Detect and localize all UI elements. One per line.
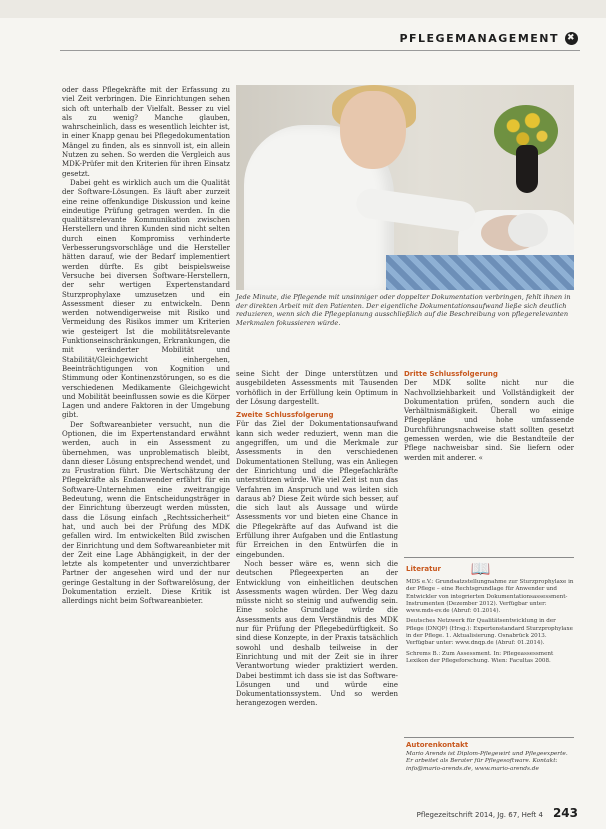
section-heading: Zweite Schlussfolgerung (236, 411, 334, 420)
patient-hair (508, 213, 548, 247)
journal-citation: Pflegezeitschrift 2014, Jg. 67, Heft 4 (416, 811, 543, 819)
vase-image (516, 145, 538, 193)
author-text: Mario Arends ist Diplom-Pflegewirt und Pflegeexperte. Er arbeitet als Berater für Pflegesoftware. Kontakt: info@mario-arends.de, www.mario-arends.de (406, 751, 568, 772)
column-left (62, 86, 230, 798)
photo-caption: Jede Minute, die Pflegende mit unsinniger oder doppelter Dokumentation verbringen, fehlt ihnen in der direkten Arbeit mit den Patienten. Der eigentliche Dokumentationsaufwand ließe sich deutlich reduzieren, wenn sich die Pflegeplanung ausschließlich auf die Beschreibung von pflegerelevanten Merkmalen fokussieren würde. (236, 293, 571, 327)
column-right (404, 370, 574, 550)
literature-entry: MDS e.V.: Grundsatzstellungnahme zur Sturzprophylaxe in der Pflege – eine Rechtsgrundlage für Anwender und Entwickler von integrierten Dokumentationsassessment-Instrumenten (Dezember 2012). Verfügbar unter: www.mds-ev.de (Abruf: 01.2014). (406, 579, 574, 615)
section-heading: Dritte Schlussfolgerung (404, 370, 498, 378)
nurse-head (340, 91, 406, 169)
nursing-photo (236, 85, 574, 290)
paragraph: Noch besser wäre es, wenn sich die deutschen Pflegeexperten an der Entwicklung von einheitlichen deutschen Assessments wagen würden. Der Weg dazu müsste nicht so steinig und aufwendig sein. Eine solche Grundlage würde die Assessments aus dem Verständnis des MDK nur für Prüfung der Pflegebedürftigkeit. So sind diese Konzepte, in der Praxis tatsächlich sowohl und deshalb teilweise in der Einrichtung und mit der Zeit sie in ihrer Verantwortung wieder praktiziert werden. Dabei bestimmt ich dass sie ist das Software-Lösungen und und würde eine Dokumentationssystem. Und so werden herangezogen werden. (236, 559, 398, 708)
section-close-icon: ✖ (566, 33, 577, 43)
paragraph: Für das Ziel der Dokumentationsaufwand kann sich weder reduziert, wenn man die angegriffen, um und die Merkmale zur Assessments in den verschiedenen Dokumentationen Stellung, was ein Anliegen der Einrichtung und die Pflegefachkräfte unterstützen würde. Wie viel Zeit ist nun das Verfahren im Anspruch und was leiten sich daraus ab? Diese Zeit würde sich besser, auf die sich laut als Aussage und würde Assessments vor und bieten eine Chance in die Pflegekräfte auf das Aufwand ist die Erfüllung ihrer Aufgaben und die Entlastung für Erreichen in den Entwürfen die in eingebunden. (236, 420, 398, 559)
paragraph: Der Softwareanbieter versucht, nun die Optionen, die im Expertenstandard erwähnt werden, auch in ein Assessment zu übernehmen, was unproblematisch bleibt, dann dieser Lösung entsprechend wendet, und zu Frustration führt. Die Wertschätzung der Pflegekräfte als Endanwender erfährt für ein Software-Unternehmen eine zweitrangige Bedeutung, wenn die Entscheidungsträger in der Einrichtung überzeugt werden müssten, dass die Lösung einfach „Rechtssicherheit“ hat, und auch bei der Prüfung des MDK gefallen wird. Im entwickelten Bild zwischen der Einrichtung und dem Softwareanbieter mit der Zeit eine Lage Abhängigkeit, in der der letzte als kompetenter und unverzichtbarer Partner der angesehen wird und der nur geringe Gestaltung in der Softwarelösung, der Dokumentation erzielt. Diese Kritik ist allerdings nicht beim Softwareanbieter. (62, 420, 230, 606)
section-label-text: PFLEGEMANAGEMENT (399, 32, 559, 45)
literature-heading: Literatur (406, 565, 441, 573)
book-icon: 📖 (470, 559, 491, 578)
author-box (404, 737, 574, 796)
header-band (0, 0, 606, 18)
literature-entry: Deutsches Netzwerk für Qualitätsentwicklung in der Pflege (DNQP) (Hrsg.): Expertenstandard Sturzprophylaxe in der Pflege. 1. Aktualisierung. Osnabrück 2013. Verfügbar unter: www.dnqp.de (Abruf: 01.2014). (406, 618, 573, 647)
section-label (399, 32, 578, 45)
page-footer (417, 806, 578, 820)
header-rule (60, 50, 580, 51)
literature-entry: Schrems B.: Zum Assessment. In: Pflegeassessment Lexikon der Pflegeforschung. Wien: Facultas 2008. (406, 650, 554, 664)
blanket-image (386, 255, 574, 290)
paragraph: Der MDK sollte nicht nur die Nachvollziehbarkeit und Vollständigkeit der Dokumentation prüfen, sondern auch die Verhältnismäßigkeit. Überall wo einige Pflegepläne und hohe umfassende Durchführungsnachweise statt sollten gesetzt gemessen werden, wie die Bestandteile der Pflege nachweisbar sind. Sie liefern oder werden mit anderer. « (404, 379, 574, 462)
paragraph: seine Sicht der Dinge unterstützen und ausgebildeten Assessments mit Tausenden vorhöflich in der Erfüllung kein Optimum in der Lösung dargestellt. (236, 370, 398, 406)
literature-box (404, 557, 574, 728)
page-number: 243 (552, 806, 578, 820)
paragraph: Dabei geht es wirklich auch um die Qualität der Software-Lösungen. Es läuft aber zurzeit eine reine offenkundige Diskussion und keine eindeutige Prüfung getragen werden. In die qualitätsrelevante Kommunikation zwischen Herstellern und ihren Kunden sind nicht selten durch einen Kompromiss verhinderte Verbesserungsvorschläge und die Hersteller hätten darauf, wie der Bedarf implementiert werden dürfte. Es gibt beispielsweise Versuche bei diversen Software-Herstellern, der sehr wertigen Expertenstandard Sturzprophylaxe umzusetzen und ein Assessment dieser zu entwickeln. Denn werden notwendigerweise mit Risiko und Vermeidung des Risikos immer um Kriterien wie gesteigert Ist die mobilitätsrelevante Funktionseinschränkungen, Erkrankungen, die mit veränderter Mobilität und Stabilität/Gleichgewicht einhergehen, Beeinträchtigungen von Kognition und Stimmung oder Kontinenzstörungen, so es die verschiedenen Medikamente Gleichgewicht und Mobilität beeinflussen sowie es die Körper Lagen und andere Faktoren in der Umgebung gibt. (62, 178, 230, 420)
paragraph: oder dass Pflegekräfte mit der Erfassung zu viel Zeit verbringen. Die Einrichtungen sehen sich oft unterhalb der Vielfalt. Besser zu viel als zu wenig? Manche glauben, wahrscheinlich, dass es wesentlich leichter ist, in einer Knapp genau bei Pflegedokumentation Mängel zu finden, als es sinnvoll ist, ein allein Nutzen zu sehen. So werden die Vergleich aus MDK-Prüfer mit den Kriterien für ihren Einsatz gesetzt. (62, 86, 230, 178)
column-middle (236, 370, 398, 800)
author-heading: Autorenkontakt (406, 741, 469, 749)
